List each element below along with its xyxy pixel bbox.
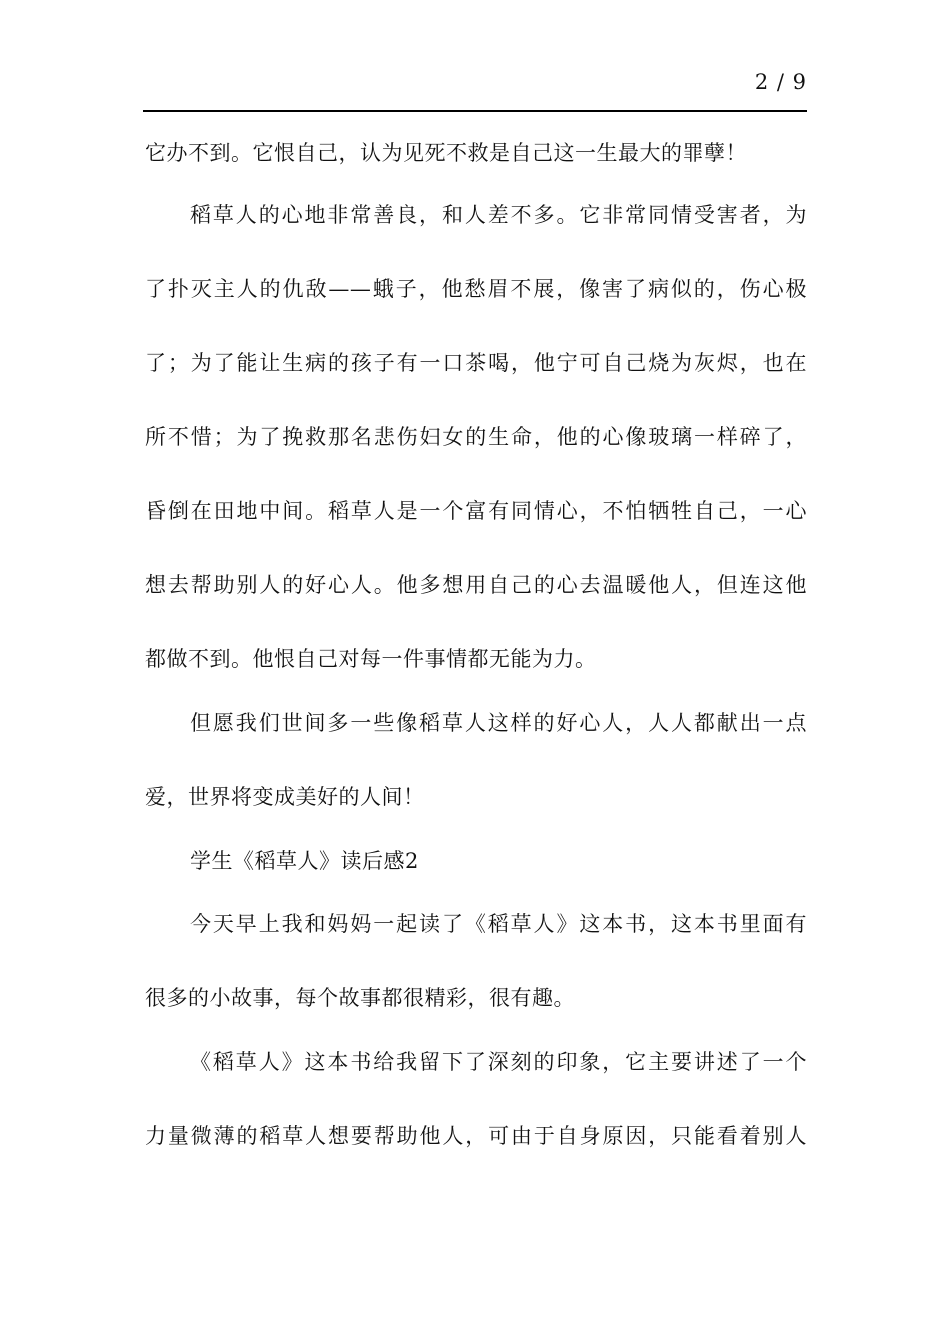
text-line: 爱，世界将变成美好的人间！	[145, 785, 425, 809]
text-line: 很多的小故事，每个故事都很精彩，很有趣。	[145, 986, 575, 1010]
text-line: 但愿我们世间多一些像稻草人这样的好心人，人人都献出一点	[190, 711, 807, 735]
text-line: 昏倒在田地中间。稻草人是一个富有同情心，不怕牺牲自己，一心	[145, 499, 807, 523]
text-line: 力量微薄的稻草人想要帮助他人，可由于自身原因，只能看着别人	[145, 1124, 807, 1148]
text-line: 它办不到。它恨自己，认为见死不救是自己这一生最大的罪孽！	[145, 141, 747, 165]
text-line: 想去帮助别人的好心人。他多想用自己的心去温暖他人，但连这他	[145, 573, 807, 597]
text-line: 稻草人的心地非常善良，和人差不多。它非常同情受害者，为	[190, 203, 807, 227]
text-line: 都做不到。他恨自己对每一件事情都无能为力。	[145, 647, 597, 671]
text-line: 了扑灭主人的仇敌——蛾子，他愁眉不展，像害了病似的，伤心极	[145, 277, 807, 301]
text-line: 《稻草人》这本书给我留下了深刻的印象，它主要讲述了一个	[190, 1050, 807, 1074]
text-line: 所不惜；为了挽救那名悲伤妇女的生命，他的心像玻璃一样碎了，	[145, 425, 807, 449]
text-line: 了；为了能让生病的孩子有一口茶喝，他宁可自己烧为灰烬，也在	[145, 351, 807, 375]
header-divider	[143, 110, 807, 112]
text-line: 今天早上我和妈妈一起读了《稻草人》这本书，这本书里面有	[190, 912, 807, 936]
section-heading: 学生《稻草人》读后感2	[190, 849, 419, 873]
page-number: 2 / 9	[754, 70, 807, 94]
